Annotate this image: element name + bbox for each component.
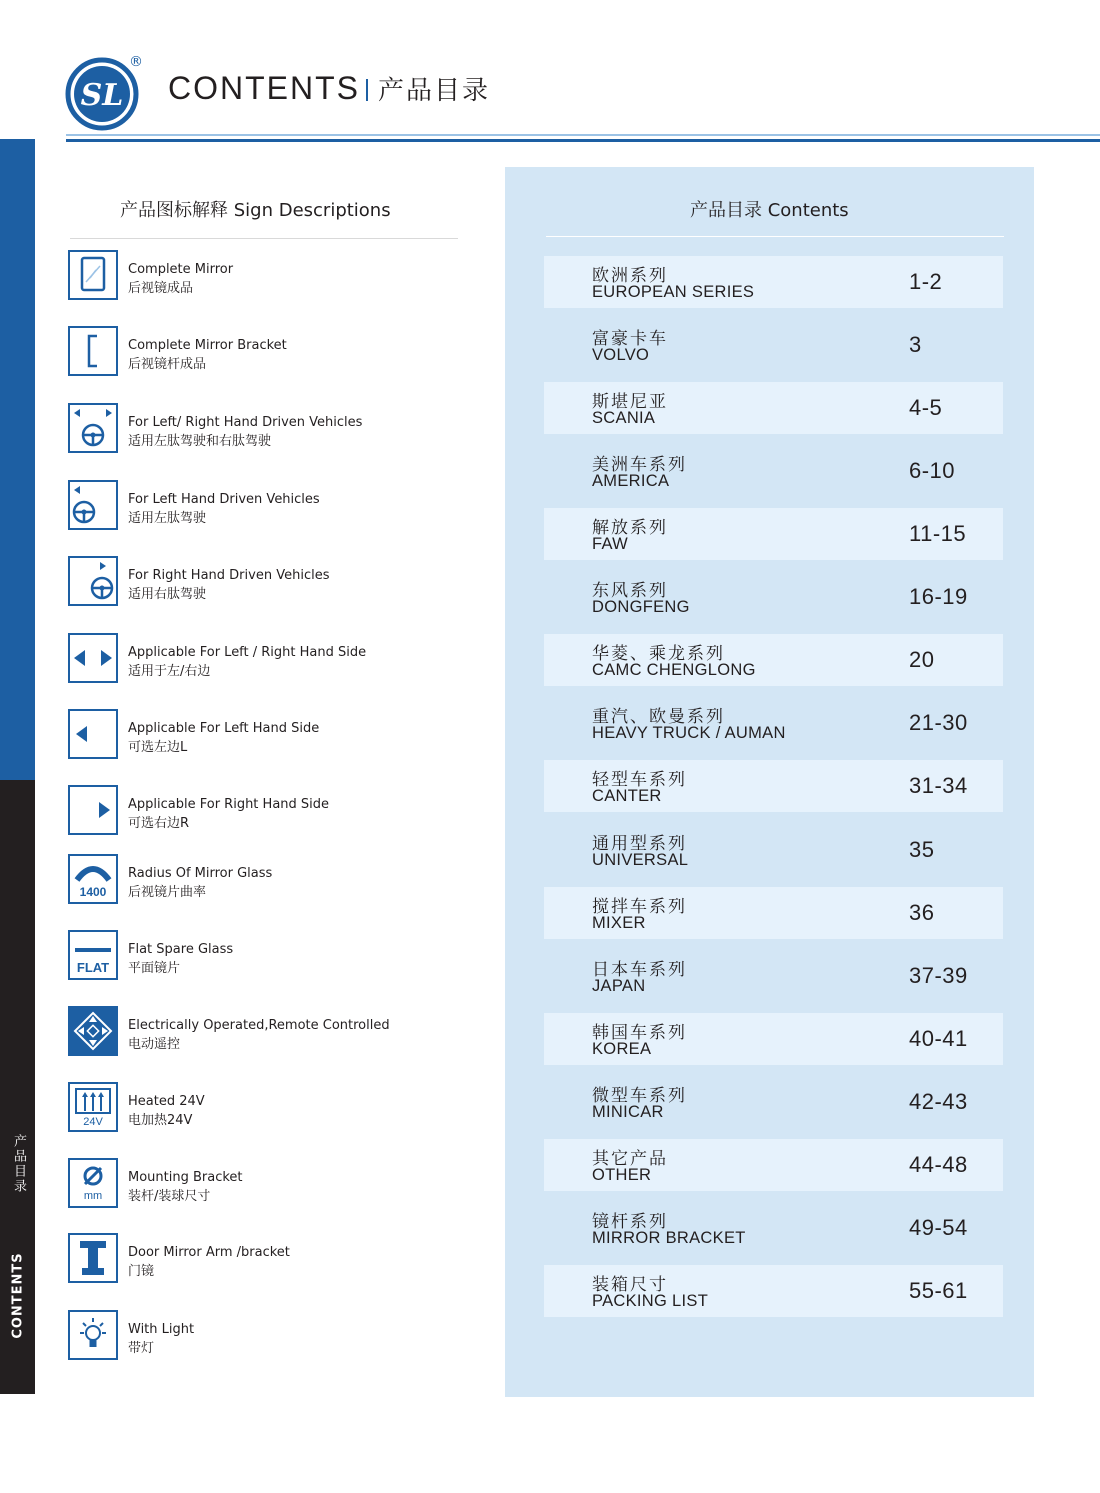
sign-label-en: Complete Mirror [128, 262, 234, 277]
sign-label-cn: 适用左肽驾驶和右肽驾驶 [128, 434, 272, 449]
sign-label-en: For Right Hand Driven Vehicles [128, 568, 330, 583]
mounting-unit: mm [83, 1190, 103, 1202]
row-title-cn: 其它产品 [592, 1149, 668, 1169]
sign-label-cn: 后视镜杆成品 [128, 357, 207, 372]
sign-label-cn: 装杆/装球尺寸 [128, 1189, 211, 1204]
sign-label-cn: 带灯 [128, 1341, 155, 1356]
row-page: 55-61 [909, 1278, 968, 1303]
logo-text: SL [80, 78, 124, 113]
row-title-en: AMERICA [592, 472, 670, 490]
row-title-cn: 解放系列 [592, 518, 668, 538]
sign-label-en: Complete Mirror Bracket [128, 338, 287, 353]
row-page: 11-15 [909, 521, 967, 546]
contents-row[interactable] [544, 887, 1003, 939]
side-tab-label-cn: 产品目录 [11, 1134, 26, 1194]
sign-label-en: For Left Hand Driven Vehicles [128, 492, 320, 507]
heated-icon [68, 1082, 118, 1132]
row-title-en: JAPAN [592, 977, 646, 995]
row-page: 21-30 [909, 710, 968, 735]
row-page: 44-48 [909, 1152, 968, 1177]
sign-item [68, 709, 488, 759]
page-title-en: CONTENTS [168, 70, 360, 106]
sign-label-en: With Light [128, 1322, 195, 1337]
page-title [168, 70, 490, 107]
contents-row[interactable] [544, 445, 1003, 497]
sign-item [68, 250, 488, 300]
header-rule-light [66, 134, 1100, 136]
sign-label-cn: 可选左边L [128, 740, 188, 755]
row-title-cn: 镜杆系列 [592, 1212, 668, 1232]
contents-row[interactable] [544, 319, 1003, 371]
row-title-en: FAW [592, 535, 629, 553]
row-page: 36 [909, 900, 935, 925]
contents-divider [546, 236, 1004, 237]
row-page: 31-34 [909, 773, 968, 798]
contents-row[interactable] [544, 634, 1003, 686]
remote-control-icon [68, 1006, 118, 1056]
sign-item [68, 403, 488, 453]
row-title-cn: 富豪卡车 [592, 329, 668, 349]
row-title-en: PACKING LIST [592, 1292, 709, 1310]
row-title-en: SCANIA [592, 409, 656, 427]
right-drive-icon [68, 556, 118, 606]
row-title-cn: 美洲车系列 [592, 455, 687, 475]
flat-label: FLAT [76, 960, 110, 975]
signs-heading: 产品图标解释 Sign Descriptions [120, 200, 391, 221]
row-title-en: VOLVO [592, 346, 650, 364]
row-title-cn: 重汽、欧曼系列 [592, 707, 725, 727]
sign-item [68, 480, 488, 530]
row-page: 1-2 [909, 269, 943, 294]
sign-label-en: Flat Spare Glass [128, 942, 234, 957]
side-bar-blue [0, 139, 35, 780]
sign-label-cn: 适用左肽驾驶 [128, 511, 207, 526]
sign-label-en: Radius Of Mirror Glass [128, 866, 273, 881]
light-bulb-icon [68, 1310, 118, 1360]
row-title-cn: 通用型系列 [592, 834, 687, 854]
right-side-icon [68, 785, 118, 835]
sign-item [68, 930, 488, 980]
sign-item [68, 854, 488, 904]
row-title-cn: 轻型车系列 [592, 770, 687, 790]
contents-row[interactable] [544, 1265, 1003, 1317]
sign-label-en: Applicable For Left / Right Hand Side [128, 645, 367, 660]
row-page: 20 [909, 647, 935, 672]
sign-item [68, 1158, 488, 1208]
sign-item [68, 1006, 488, 1056]
sign-label-cn: 电动遥控 [128, 1037, 181, 1052]
sign-label-en: Mounting Bracket [128, 1170, 243, 1185]
sign-label-en: For Left/ Right Hand Driven Vehicles [128, 415, 363, 430]
sign-item [68, 1082, 488, 1132]
contents-row[interactable] [544, 760, 1003, 812]
row-title-cn: 韩国车系列 [592, 1023, 687, 1043]
signs-divider [70, 238, 458, 239]
contents-row[interactable] [544, 1202, 1003, 1254]
heated-voltage: 24V [83, 1116, 103, 1128]
row-page: 16-19 [909, 584, 968, 609]
left-side-icon [68, 709, 118, 759]
sign-label-cn: 适用右肽驾驶 [128, 587, 207, 602]
row-title-cn: 搅拌车系列 [592, 897, 687, 917]
row-page: 35 [909, 837, 935, 862]
row-title-en: OTHER [592, 1166, 652, 1184]
row-page: 6-10 [909, 458, 956, 483]
flat-glass-icon [68, 930, 118, 980]
sign-label-cn: 适用于左/右边 [128, 664, 211, 679]
contents-row[interactable] [544, 1076, 1003, 1128]
sign-item [68, 633, 488, 683]
row-title-cn: 微型车系列 [592, 1086, 687, 1106]
row-title-cn: 日本车系列 [592, 960, 687, 980]
contents-row[interactable] [544, 1013, 1003, 1065]
header-rule-dark [66, 139, 1100, 142]
row-title-en: CAMC CHENGLONG [592, 661, 756, 679]
row-title-cn: 东风系列 [592, 581, 668, 601]
mounting-bracket-icon [68, 1158, 118, 1208]
row-page: 49-54 [909, 1215, 968, 1240]
sign-label-cn: 电加热24V [128, 1113, 193, 1128]
mirror-bracket-icon [68, 326, 118, 376]
contents-row[interactable] [544, 950, 1003, 1002]
row-title-en: CANTER [592, 787, 662, 805]
sl-logo [64, 52, 144, 132]
left-drive-icon [68, 480, 118, 530]
sign-label-cn: 后视镜成品 [128, 281, 194, 296]
contents-row[interactable] [544, 256, 1003, 308]
complete-mirror-icon [68, 250, 118, 300]
sign-item [68, 326, 488, 376]
sign-label-cn: 门镜 [128, 1264, 155, 1279]
sign-label-en: Applicable For Right Hand Side [128, 797, 330, 812]
contents-row[interactable] [544, 1139, 1003, 1191]
row-title-en: EUROPEAN SERIES [592, 283, 755, 301]
row-title-en: MINICAR [592, 1103, 664, 1121]
contents-row[interactable] [544, 508, 1003, 560]
sign-label-cn: 后视镜片曲率 [128, 885, 207, 900]
sign-label-en: Applicable For Left Hand Side [128, 721, 320, 736]
sign-item [68, 1310, 488, 1360]
door-mirror-arm-icon [68, 1233, 118, 1283]
sign-item [68, 1233, 488, 1283]
row-title-en: HEAVY TRUCK / AUMAN [592, 724, 786, 742]
row-title-cn: 斯堪尼亚 [592, 392, 668, 412]
row-page: 42-43 [909, 1089, 968, 1114]
contents-row[interactable] [544, 697, 1003, 749]
contents-row[interactable] [544, 824, 1003, 876]
row-title-cn: 装箱尺寸 [592, 1275, 668, 1295]
contents-row[interactable] [544, 382, 1003, 434]
row-title-cn: 欧洲系列 [592, 266, 668, 286]
contents-heading: 产品目录 Contents [690, 200, 849, 221]
sign-item [68, 785, 488, 835]
row-title-en: MIRROR BRACKET [592, 1229, 746, 1247]
registered-mark: ® [129, 54, 143, 70]
left-right-side-icon [68, 633, 118, 683]
row-title-en: DONGFENG [592, 598, 690, 616]
sign-label-en: Heated 24V [128, 1094, 205, 1109]
sign-label-cn: 平面镜片 [128, 961, 181, 976]
page-title-cn: 产品目录 [378, 76, 491, 106]
contents-row[interactable] [544, 571, 1003, 623]
row-title-en: MIXER [592, 914, 646, 932]
sign-label-en: Door Mirror Arm /bracket [128, 1245, 290, 1260]
row-page: 40-41 [909, 1026, 968, 1051]
row-page: 4-5 [909, 395, 943, 420]
row-title-cn: 华菱、乘龙系列 [592, 644, 725, 664]
left-right-drive-icon [68, 403, 118, 453]
sign-label-en: Electrically Operated,Remote Controlled [128, 1018, 390, 1033]
row-title-en: KOREA [592, 1040, 652, 1058]
radius-icon [68, 854, 118, 904]
radius-value: 1400 [79, 885, 107, 899]
sign-item [68, 556, 488, 606]
row-page: 3 [909, 332, 922, 357]
row-page: 37-39 [909, 963, 968, 988]
sign-label-cn: 可选右边R [128, 816, 190, 831]
side-tab-label-en: CONTENTS [10, 1251, 26, 1339]
row-title-en: UNIVERSAL [592, 851, 689, 869]
